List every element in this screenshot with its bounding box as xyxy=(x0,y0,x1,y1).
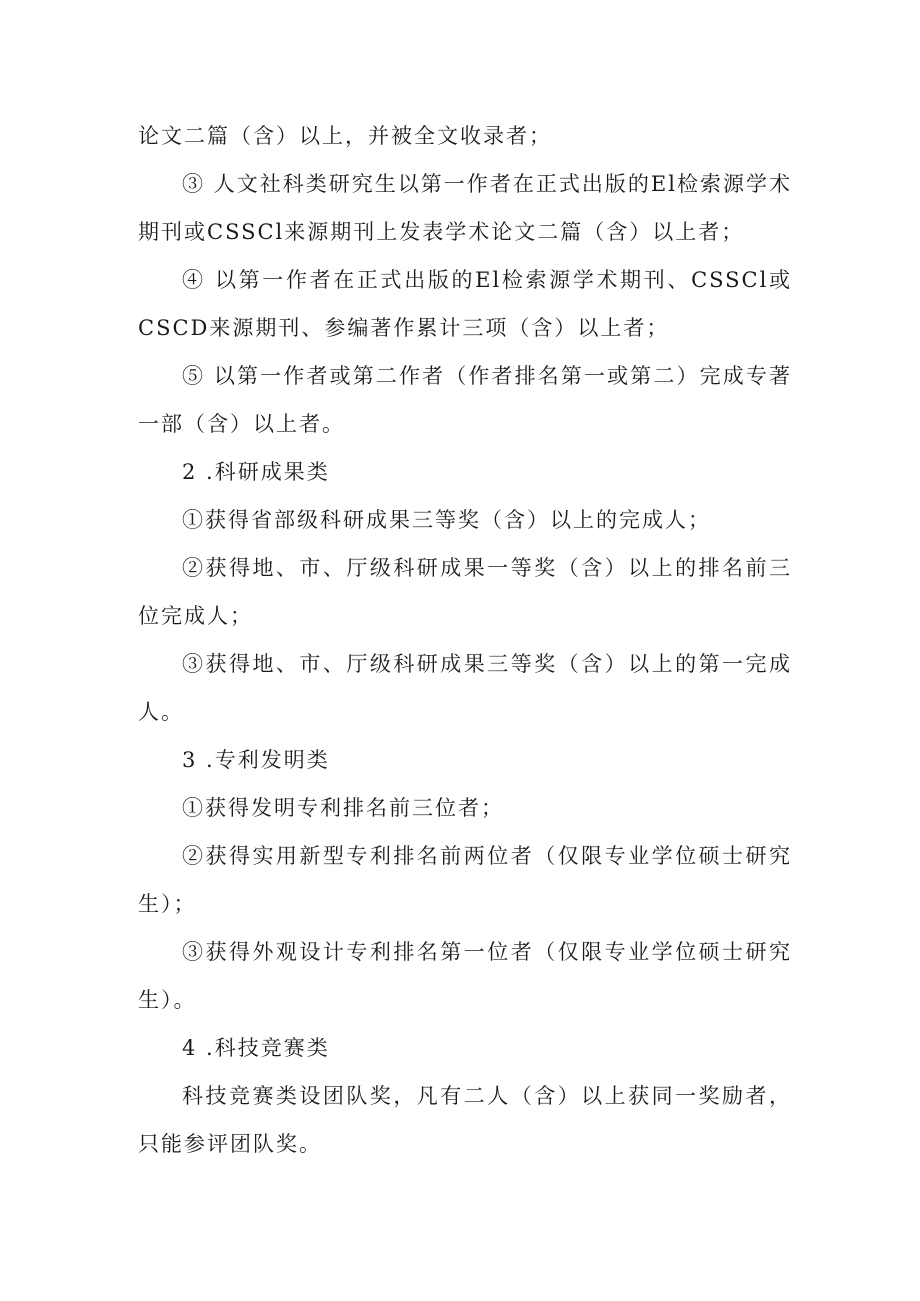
paragraph-research-item-3: ③获得地、市、厅级科研成果三等奖（含）以上的第一完成人。 xyxy=(138,652,792,724)
section-heading-research-results: 2 .科研成果类 xyxy=(182,460,330,484)
paragraph-patent-item-3: ③获得外观设计专利排名第一位者（仅限专业学位硕士研究生）。 xyxy=(138,940,792,1012)
paragraph-item-4-first-author: ④ 以第一作者在正式出版的El检索源学术期刊、CSSCl或CSCD来源期刊、参编著作累计三项（含）以上者； xyxy=(138,268,792,340)
section-heading-patents: 3 .专利发明类 xyxy=(182,748,330,772)
paragraph-item-5-monograph: ⑤ 以第一作者或第二作者（作者排名第一或第二）完成专著一部（含）以上者。 xyxy=(138,364,792,436)
paragraph-patent-item-2: ②获得实用新型专利排名前两位者（仅限专业学位硕士研究生）； xyxy=(138,844,792,916)
document-body xyxy=(138,112,792,1168)
paragraph-patent-item-1: ①获得发明专利排名前三位者； xyxy=(182,796,504,820)
paragraph-continuation: 论文二篇（含）以上，并被全文收录者； xyxy=(138,124,552,148)
paragraph-competition-team-award: 科技竞赛类设团队奖，凡有二人（含）以上获同一奖励者，只能参评团队奖。 xyxy=(138,1084,792,1156)
section-heading-competitions: 4 .科技竞赛类 xyxy=(182,1036,330,1060)
paragraph-research-item-2: ②获得地、市、厅级科研成果一等奖（含）以上的排名前三位完成人； xyxy=(138,556,792,628)
paragraph-research-item-1: ①获得省部级科研成果三等奖（含）以上的完成人； xyxy=(182,508,711,532)
paragraph-item-3-humanities: ③ 人文社科类研究生以第一作者在正式出版的El检索源学术期刊或CSSCl来源期刊上发表学术论文二篇（含）以上者； xyxy=(138,172,792,244)
